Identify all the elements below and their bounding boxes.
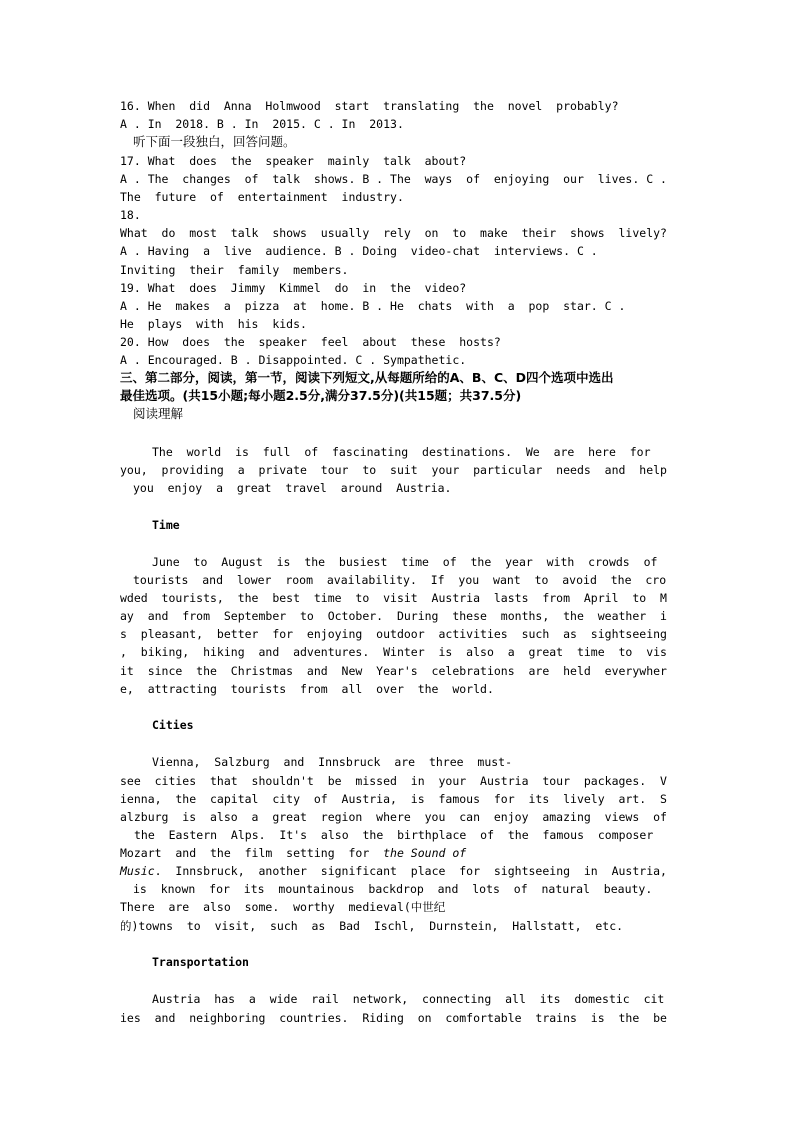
cities-line-6-text: Mozart and the film setting for bbox=[120, 846, 384, 860]
cities-line-9: There are also some. worthy medieval(中世纪 bbox=[120, 900, 446, 914]
transportation-heading: Transportation bbox=[152, 955, 249, 969]
time-line-6: , biking, hiking and adventures. Winter is also a great time to vis bbox=[120, 645, 667, 659]
cities-line-5: the Eastern Alps. It's also the birthplace of the famous composer bbox=[134, 828, 654, 842]
time-line-4: ay and from September to October. During these months, the weather i bbox=[120, 609, 667, 623]
cities-line-3: ienna, the capital city of Austria, is famous for its lively art. S bbox=[120, 792, 667, 806]
time-line-5: s pleasant, better for enjoying outdoor activities such as sightseeing bbox=[120, 627, 667, 641]
time-heading: Time bbox=[152, 518, 180, 532]
cities-heading: Cities bbox=[152, 718, 194, 732]
cities-line-10: 的)towns to visit, such as Bad Ischl, Durnstein, Hallstatt, etc. bbox=[120, 919, 624, 933]
cities-line-7-text: . Innsbruck, another significant place for sightseeing in Austria, bbox=[154, 864, 667, 878]
time-line-3: wded tourists, the best time to visit Austria lasts from April to M bbox=[120, 591, 667, 605]
question-19-stem: 19. What does Jimmy Kimmel do in the video? bbox=[120, 281, 467, 295]
time-line-1: June to August is the busiest time of the year with crowds of bbox=[152, 555, 658, 569]
intro-line-2: you, providing a private tour to suit your particular needs and help bbox=[120, 463, 667, 477]
question-17-options-line-1: A . The changes of talk shows. B . The ways of enjoying our lives. C . bbox=[120, 172, 667, 186]
reading-comprehension-subheading: 阅读理解 bbox=[133, 406, 184, 421]
section-heading-line-1: 三、第二部分，阅读，第一节，阅读下列短文,从每题所给的A、B、C、D四个选项中选出 bbox=[120, 370, 614, 385]
cities-line-6 bbox=[120, 844, 680, 862]
question-18-number: 18. bbox=[120, 208, 141, 222]
transportation-line-2: ies and neighboring countries. Riding on comfortable trains is the be bbox=[120, 1011, 667, 1025]
intro-line-1: The world is full of fascinating destinations. We are here for bbox=[152, 445, 651, 459]
cities-line-2: see cities that shouldn't be missed in your Austria tour packages. V bbox=[120, 774, 667, 788]
question-18-stem: What do most talk shows usually rely on to make their shows lively? bbox=[120, 226, 667, 240]
question-18-options-line-1: A . Having a live audience. B . Doing video-chat interviews. C . bbox=[120, 244, 598, 258]
question-17-options-line-2: The future of entertainment industry. bbox=[120, 190, 404, 204]
monologue-prompt: 听下面一段独白，回答问题。 bbox=[133, 134, 296, 149]
question-19-options-line-1: A . He makes a pizza at home. B . He chats with a pop star. C . bbox=[120, 299, 626, 313]
cities-line-8: is known for its mountainous backdrop and lots of natural beauty. bbox=[133, 882, 653, 896]
transportation-line-1: Austria has a wide rail network, connecting all its domestic cit bbox=[152, 992, 665, 1006]
question-16-stem: 16. When did Anna Holmwood start translating the novel probably? bbox=[120, 99, 619, 113]
question-17-stem: 17. What does the speaker mainly talk about? bbox=[120, 154, 467, 168]
cities-line-4: alzburg is also a great region where you can enjoy amazing views of bbox=[120, 810, 667, 824]
film-title-part-2: Music bbox=[120, 864, 155, 878]
question-20-stem: 20. How does the speaker feel about these hosts? bbox=[120, 335, 501, 349]
question-19-options-line-2: He plays with his kids. bbox=[120, 317, 307, 331]
time-line-7: it since the Christmas and New Year's celebrations are held everywher bbox=[120, 664, 667, 678]
question-20-options: A . Encouraged. B . Disappointed. C . Sympathetic. bbox=[120, 353, 467, 367]
question-18-options-line-2: Inviting their family members. bbox=[120, 263, 349, 277]
cities-line-7 bbox=[120, 862, 680, 880]
time-line-8: e, attracting tourists from all over the world. bbox=[120, 682, 494, 696]
time-line-2: tourists and lower room availability. If you want to avoid the cro bbox=[133, 573, 667, 587]
film-title-part-1: the Sound of bbox=[383, 846, 467, 860]
section-heading-line-2: 最佳选项。(共15小题;每小题2.5分,满分37.5分)(共15题；共37.5分) bbox=[120, 388, 522, 403]
cities-line-1: Vienna, Salzburg and Innsbruck are three must- bbox=[152, 755, 513, 769]
intro-line-3: you enjoy a great travel around Austria. bbox=[133, 481, 452, 495]
question-16-options: A . In 2018. B . In 2015. C . In 2013. bbox=[120, 117, 404, 131]
